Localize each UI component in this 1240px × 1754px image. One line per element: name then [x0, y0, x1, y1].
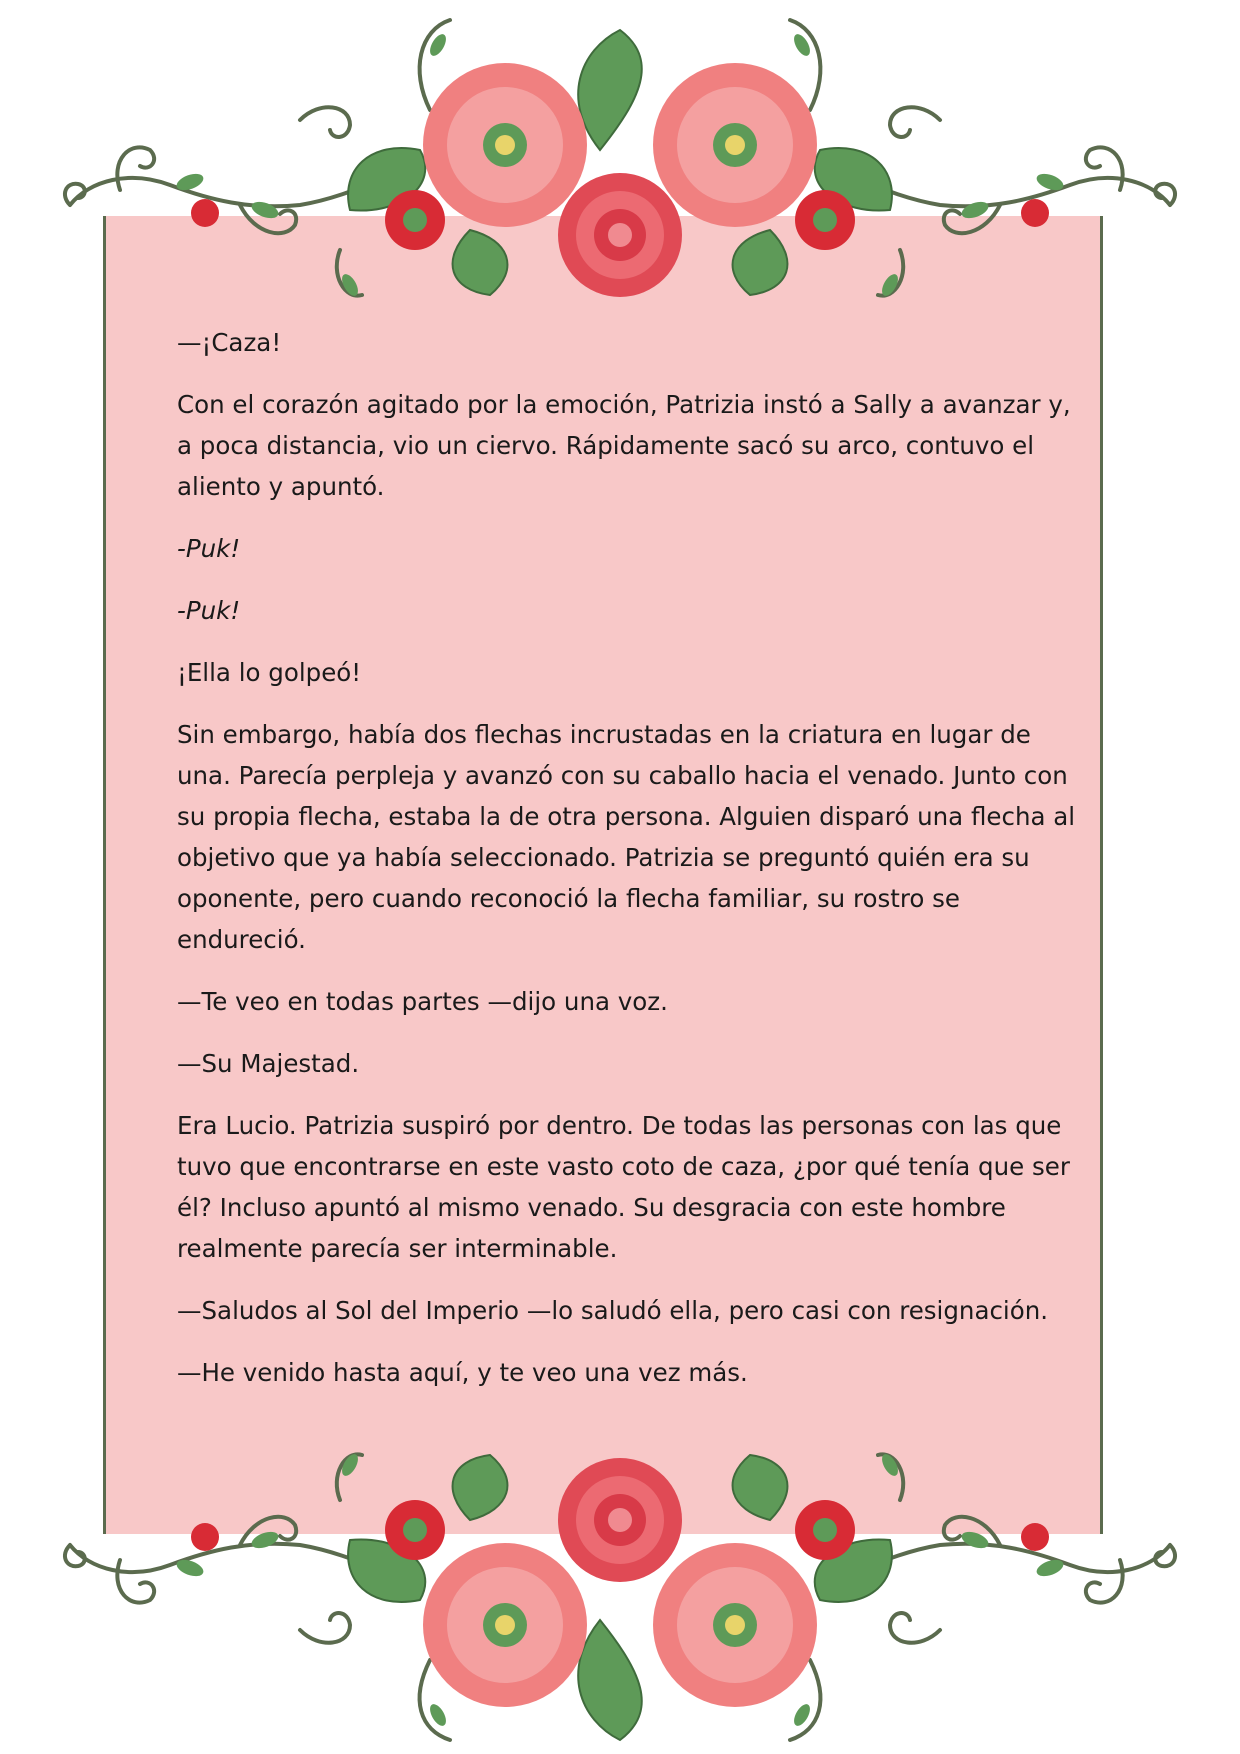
paragraph: —¡Caza!: [177, 328, 282, 357]
paragraph: Era Lucio. Patrizia suspiró por dentro. De todas las personas con las que tuvo que encontrarse en este vasto coto de caza, ¿por qué tenía que ser él? Incluso apuntó al mismo venado. Su desgracia con este hombre realmente parecía ser interminable.: [177, 1111, 1070, 1263]
paragraph: —Saludos al Sol del Imperio —lo saludó ella, pero casi con resignación.: [177, 1296, 1049, 1325]
chapter-text: [177, 322, 1077, 1414]
paragraph: Sin embargo, había dos flechas incrustadas en la criatura en lugar de una. Parecía perpleja y avanzó con su caballo hacia el venado. Junto con su propia flecha, estaba la de otra persona. Alguien disparó una flecha al objetivo que ya había seleccionado. Patrizia se preguntó quién era su oponente, pero cuando reconoció la flecha familiar, su rostro se endureció.: [177, 720, 1076, 954]
floral-ornament-bottom-icon: [0, 1410, 1240, 1754]
paragraph: —Su Majestad.: [177, 1049, 360, 1078]
paragraph: —He venido hasta aquí, y te veo una vez más.: [177, 1358, 748, 1387]
paragraph-sound-effect: -Puk!: [177, 534, 241, 563]
paragraph: ¡Ella lo golpeó!: [177, 658, 362, 687]
paragraph: Con el corazón agitado por la emoción, Patrizia instó a Sally a avanzar y, a poca distancia, vio un ciervo. Rápidamente sacó su arco, contuvo el aliento y apuntó.: [177, 390, 1071, 501]
paragraph-sound-effect: -Puk!: [177, 596, 241, 625]
paragraph: —Te veo en todas partes —dijo una voz.: [177, 987, 668, 1016]
floral-ornament-top-icon: [0, 0, 1240, 330]
